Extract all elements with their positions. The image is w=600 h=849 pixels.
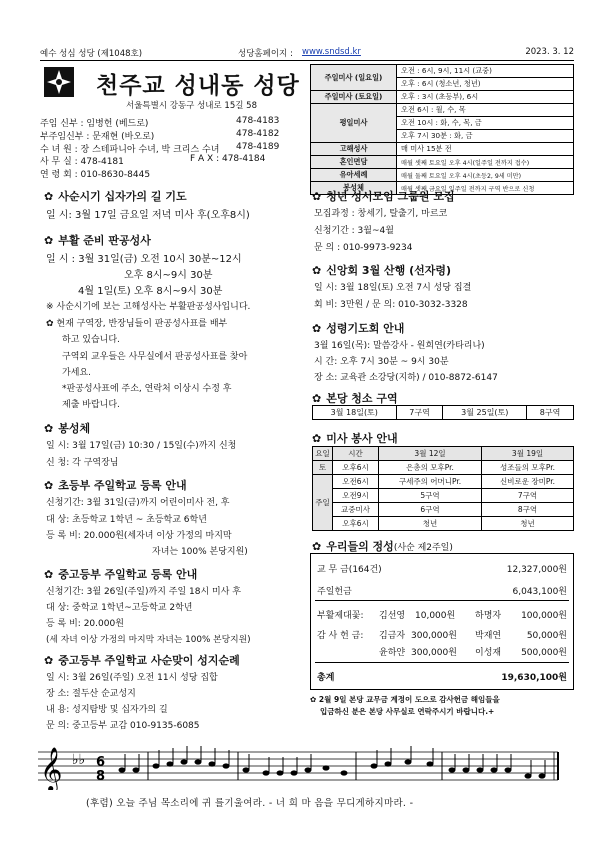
schedule-row [311,65,574,78]
offering-divider [315,662,569,663]
section-title-text: 청년 성서모임 그룹원 모집 [326,190,455,203]
flower-icon: ✿ [44,568,54,581]
text-line: *판공성사표에 주소, 연락처 이상시 수정 후 [62,384,232,394]
text-line: (세 자녀 이상 가정의 마지막 자녀는 100% 본당지원) [46,635,251,645]
mass-service-row [313,489,574,503]
staff-list [40,116,302,180]
text-line: 신청기간: 3월 26일(주일)까지 주일 18시 미사 후 [46,587,241,597]
head-cell: 요일 [313,447,333,461]
schedule-label: 평일미사 [311,104,397,143]
text-line: 일 시: 3월 17일(금) 10:30 / 15일(수)까지 신청 [46,441,237,451]
staff-row [40,116,302,129]
donor-name: 윤하얀 [379,648,406,658]
schedule-row [311,143,574,156]
text-line: 신청기간: 3월 31일(금)까지 어린이미사 전, 후 [46,498,230,508]
donor-amount: 300,000원 [411,631,457,641]
offering-label: 주일헌금 [317,587,352,597]
text-line: 가세요. [62,368,91,378]
service-cell: 성조들의 모후Pr. [482,461,574,475]
section-title [44,566,197,582]
notice-line [310,694,574,706]
flower-icon: ✿ [312,432,322,445]
mass-service-head [313,447,574,461]
section-title [44,477,187,493]
church-address: 서울특별시 강동구 성내로 15길 58 [126,101,257,111]
text-line: 4월 1일(토) 오후 8시~9시 30분 [78,286,223,297]
donor-amount: 10,000원 [415,611,456,621]
offering-divider [315,600,569,601]
service-cell: 구세주의 어머니Pr. [379,475,482,489]
day-cell: 토 [313,461,333,475]
offering-total: 19,630,100원 [501,673,567,683]
top-bar [40,47,574,59]
service-cell: 신비로운 장미Pr. [482,475,574,489]
staff-role: 연 령 회 : 010-8630-8445 [40,170,151,181]
staff-fax: F A X : 478-4184 [190,154,266,165]
text-line: 모집과정 : 창세기, 탈출기, 마르코 [314,209,448,219]
service-cell: 6구역 [379,503,482,517]
schedule-label: 주일미사 (일요일) [311,65,397,91]
schedule-value: 오전 : 6시, 9시, 11시 (교중) [397,65,574,78]
notice-line: 입금하신 분은 본당 사무실로 연락주시기 바랍니다.+ [320,707,495,716]
melody-notes [119,759,546,778]
schedule-value: 오후 : 6시 (청소년, 청년) [397,78,574,91]
bulletin-date: 2023. 3. 12 [525,47,574,57]
flower-icon: ✿ [312,392,322,405]
text-line: 회 비: 3만원 / 문 의: 010-3032-3328 [314,300,468,310]
cleaning-table [312,405,574,420]
time-cell: 교중미사 [333,503,379,517]
offering-total-label: 총계 [317,673,335,683]
section-title [312,390,398,406]
schedule-value: 매월 셋째 토요일 오후 4시(일주일 전까지 접수) [397,156,574,169]
homepage-link[interactable]: www.sndsd.kr [302,47,361,57]
section-title [44,420,90,436]
bulletin-issue: 예수 성심 성당 (제1048호) [40,49,143,59]
time-signature-icon: 6 [96,755,106,770]
schedule-row [311,104,574,117]
cleaning-date: 3월 18일(토) [313,406,397,420]
text-line: 일 시: 3월 18일(토) 오전 7시 성당 집결 [314,283,472,293]
flower-icon: ✿ [44,479,54,492]
staff-phone: 478-4182 [236,128,280,139]
section-title [312,320,404,336]
time-cell: 오전6시 [333,475,379,489]
section-title [44,652,240,668]
text-line: 하고 있습니다. [62,335,120,345]
head-cell: 시간 [333,447,379,461]
text-line: 신청기간 : 3월~4월 [314,226,394,236]
offering-amount: 12,327,000원 [506,565,567,575]
offering-label: 감 사 헌 금: [317,631,364,641]
mass-service-row [313,517,574,531]
time-cell: 오후6시 [333,461,379,475]
text-line: 일 시 : 3월 31일(금) 오전 10시 30분~12시 [46,254,242,265]
service-cell: 7구역 [482,489,574,503]
day-cell: 주일 [313,475,333,531]
donor-name: 김금자 [379,631,406,641]
flower-icon: ✿ [46,319,57,329]
staff-row [40,167,302,180]
music-staff [38,740,578,790]
offering-box [310,553,574,690]
flower-icon: ✿ [44,654,54,667]
flower-icon: ✿ [312,322,322,335]
hymn-lyrics: (후렴) 오늘 주님 목소리에 귀 를기울여라. - 너 희 마 음을 무디게하지마라. - [86,798,414,809]
church-logo-icon [44,67,74,97]
section-subtitle: (사순 제2주일) [393,543,453,553]
flat-icon: ♭♭ [72,752,86,768]
flower-icon: ✿ [312,190,322,203]
mass-service-row [313,461,574,475]
section-title-text: 중고등부 주일학교 등록 안내 [58,568,198,581]
note-text: 현재 구역장, 반장님들이 판공성사표를 배부 [56,319,228,329]
schedule-row [311,156,574,169]
notice-text: 2월 9일 본당 교무금 계정이 도으로 감사헌금 해임들을 [318,695,500,704]
staff-role: 주임 신부 : 임병헌 (베드로) [40,119,149,129]
mass-schedule-table [310,64,574,195]
service-cell: 8구역 [482,503,574,517]
section-title-text: 우리들의 정성 [326,540,394,553]
section-title-text: 미사 봉사 안내 [326,432,398,445]
section-title-text: 사순시기 십자가의 길 기도 [58,190,187,203]
flower-icon: ✿ [44,234,54,247]
offering-notice [310,694,574,718]
schedule-value: 매 미사 15분 전 [397,143,574,156]
schedule-label: 봉성체 [311,182,397,195]
schedule-value: 오후 : 3시 (초등부), 6시 [397,91,574,104]
schedule-row [311,169,574,182]
cleaning-row [313,406,574,420]
homepage-label: 성당홈페이지 : [238,49,293,59]
text-line: 장 소: 교육관 소강당(지하) / 010-8872-6147 [314,373,498,383]
mass-service-row [313,503,574,517]
text-line: 내 용: 성지탐방 및 십자가의 길 [46,705,168,715]
section-title-text: 초등부 주일학교 등록 안내 [58,479,187,492]
text-line: 제출 바랍니다. [62,400,120,410]
section-title-text: 봉성체 [58,422,91,435]
service-cell: 은총의 모후Pr. [379,461,482,475]
text-line: 장 소: 절두산 순교성지 [46,689,136,699]
cleaning-zone: 8구역 [527,406,574,420]
time-cell: 오전9시 [333,489,379,503]
donor-name: 이성재 [475,648,502,658]
section-title-text: 성령기도회 안내 [326,322,405,335]
time-signature-icon: 8 [96,769,106,784]
section-title [312,188,455,204]
schedule-value: 매월 셋째 금요일 일주일 전까지 구역 반으로 신청 [397,182,574,195]
donor-amount: 100,000원 [521,611,567,621]
schedule-value: 오전 6시 : 월, 수, 목 [397,104,574,117]
head-cell: 3월 19일 [482,447,574,461]
staff-phone: 478-4189 [236,141,280,152]
text-line: ※ 사순시기에 보는 고해성사는 부활판공성사입니다. [46,302,251,312]
section-title [44,188,187,204]
section-title [312,538,453,554]
text-line: 일 시: 3월 17일 금요일 저녁 미사 후(오후8시) [46,210,250,221]
section-title [44,232,151,248]
church-name: 천주교 성내동 성당 [96,72,300,99]
donor-amount: 50,000원 [526,631,567,641]
schedule-label: 고해성사 [311,143,397,156]
text-line [46,316,227,329]
staff-row [40,129,302,142]
staff-row [40,154,302,167]
schedule-row [311,91,574,104]
section-title [312,430,398,446]
text-line: 자녀는 100% 본당지원) [152,547,248,557]
text-line: 일 시: 3월 26일(주일) 오전 11시 성당 집합 [46,673,218,683]
text-line: 신 청: 각 구역장님 [46,458,119,468]
text-line: 등 록 비: 20.000원(세자녀 이상 가정의 마지막 [46,531,232,541]
flower-icon: ✿ [44,190,54,203]
mass-service-row [313,475,574,489]
text-line: 문 의 : 010-9973-9234 [314,243,413,253]
text-line: 대 상: 중학교 1학년~고등학교 2학년 [46,603,193,613]
note-stems [125,746,545,780]
offering-amount: 6,043,100원 [512,587,567,597]
text-line: 오후 8시~9시 30분 [124,270,213,281]
donor-amount: 300,000원 [411,648,457,658]
donor-name: 김선영 [379,611,406,621]
text-line: 등 록 비: 20.000원 [46,619,124,629]
text-line: 3월 16일(목): 말씀강사 - 원희연(카타리나) [314,341,485,351]
schedule-value: 오전 10시 : 화, 수, 목, 금 [397,117,574,130]
offering-label: 교 무 금(164건) [317,565,382,575]
flower-icon: ✿ [310,695,319,704]
mass-service-table [312,446,574,531]
top-divider [40,60,574,61]
schedule-label: 혼인면담 [311,156,397,169]
service-cell: 청년 [379,517,482,531]
time-cell: 오후6시 [333,517,379,531]
flower-icon: ✿ [312,264,322,277]
flower-icon: ✿ [312,540,322,553]
text-line: 문 의: 중고등부 교감 010-9135-6085 [46,721,200,731]
section-title-text: 중고등부 주일학교 사순맞이 성지순례 [58,654,240,667]
schedule-value: 매월 둘째 토요일 오후 4시(초등2, 9세 미만) [397,169,574,182]
staff-role: 사 무 실 : 478-4181 [40,157,124,168]
schedule-value: 오후 7시 30분 : 화, 금 [397,130,574,143]
section-title-text: 신앙회 3월 산행 (선자령) [326,264,452,277]
offering-label: 부활제대꽃: [317,611,364,621]
text-line: 대 상: 초등학교 1학년 ~ 초등학교 6학년 [46,515,207,525]
section-title-text: 부활 준비 판공성사 [58,234,151,247]
staff-row [40,142,302,155]
text-line: 시 간: 오후 7시 30분 ~ 9시 30분 [314,357,449,367]
head-cell: 3월 12일 [379,447,482,461]
cleaning-zone: 7구역 [396,406,443,420]
donor-name: 박재연 [475,631,502,641]
cleaning-date: 3월 25일(토) [443,406,527,420]
staff-role: 부주임신부 : 문재현 (바오로) [40,131,155,142]
donor-amount: 500,000원 [521,648,567,658]
section-title-text: 본당 청소 구역 [326,392,398,405]
staff-phone: 478-4183 [236,116,280,126]
treble-clef-icon: 𝄞 [40,747,63,790]
schedule-label: 유아세례 [311,169,397,182]
section-title [312,262,451,278]
text-line: 구역외 교우들은 사무실에서 판공성사표를 찾아 [62,352,248,362]
flower-icon: ✿ [44,422,54,435]
schedule-label: 주일미사 (토요일) [311,91,397,104]
service-cell: 5구역 [379,489,482,503]
staff-role: 수 녀 원 : 장 스테파니아 수녀, 박 크리스 수녀 [40,144,220,155]
service-cell: 청년 [482,517,574,531]
donor-name: 하명자 [475,611,502,621]
